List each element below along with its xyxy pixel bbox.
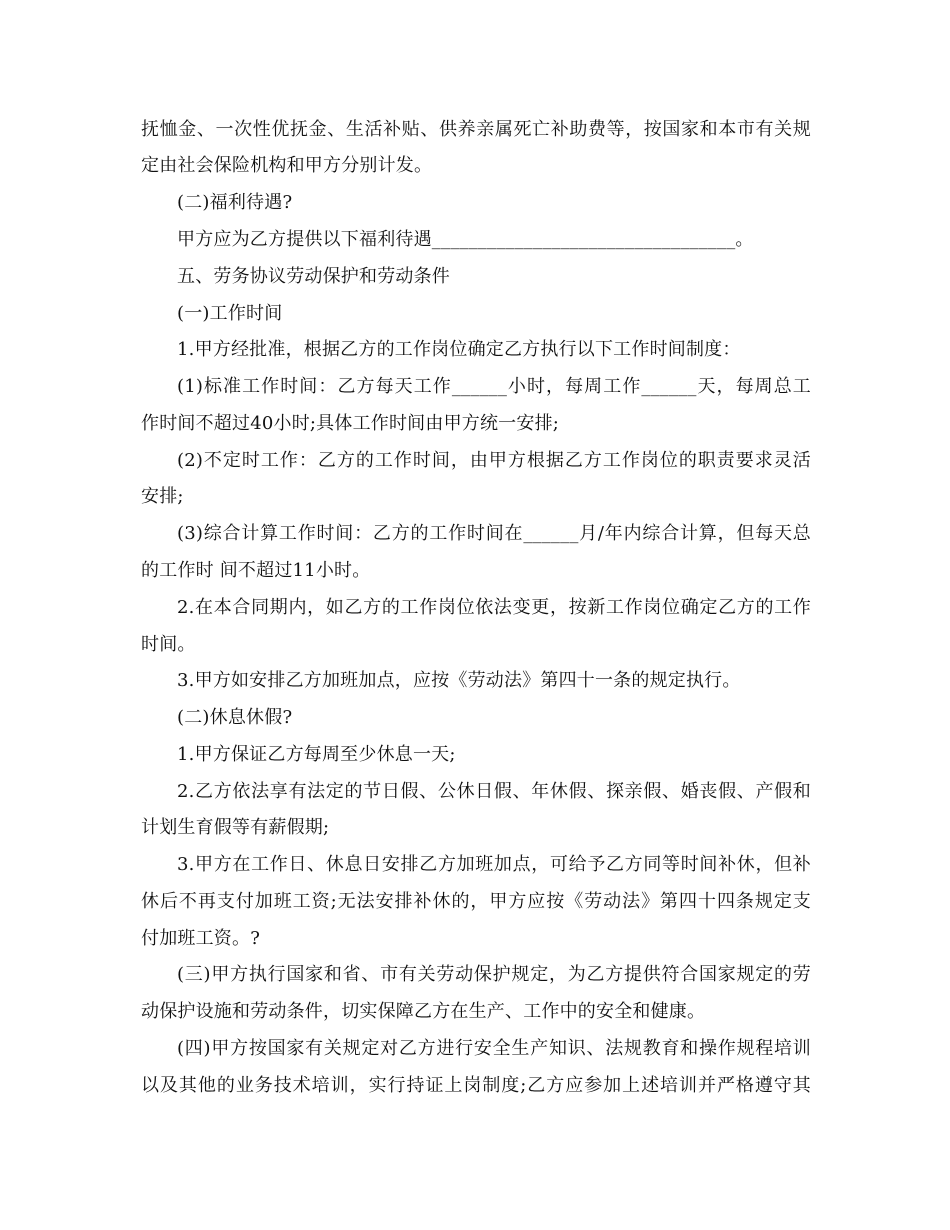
text-line: 甲方应为乙方提供以下福利待遇_________________________________。 (177, 229, 754, 250)
text-line: 以及其他的业务技术培训，实行持证上岗制度;乙方应参加上述培训并严格遵守其 (141, 1075, 811, 1096)
text-line: 抚恤金、一次性优抚金、生活补贴、供养亲属死亡补助费等，按国家和本市有关规 (141, 119, 811, 140)
text-line: 计划生育假等有薪假期; (141, 817, 330, 838)
text-line: 1.甲方经批准，根据乙方的工作岗位确定乙方执行以下工作时间制度： (177, 339, 741, 360)
text-line: 付加班工资。? (141, 928, 261, 949)
text-line: 作时间不超过40小时;具体工作时间由甲方统一安排; (141, 413, 560, 434)
section-heading: (二)福利待遇? (177, 192, 293, 213)
text-line: 1.甲方保证乙方每周至少休息一天; (177, 744, 456, 765)
text-line: (四)甲方按国家有关规定对乙方进行安全生产知识、法规教育和操作规程培训 (177, 1038, 811, 1059)
text-line: 休后不再支付加班工资;无法安排补休的，甲方应按《劳动法》第四十四条规定支 (141, 891, 811, 912)
section-heading: (二)休息休假? (177, 707, 293, 728)
text-line: 2.乙方依法享有法定的节日假、公休日假、年休假、探亲假、婚丧假、产假和 (177, 781, 811, 802)
text-line: 动保护设施和劳动条件，切实保障乙方在生产、工作中的安全和健康。 (141, 1001, 706, 1022)
text-line: 3.甲方如安排乙方加班加点，应按《劳动法》第四十一条的规定执行。 (177, 670, 741, 691)
text-line: 2.在本合同期内，如乙方的工作岗位依法变更，按新工作岗位确定乙方的工作 (177, 597, 811, 618)
text-line: (1)标准工作时间：乙方每天工作______小时，每周工作______天，每周总工 (177, 376, 811, 397)
text-line: (3)综合计算工作时间：乙方的工作时间在______月/年内综合计算，但每天总 (177, 523, 811, 544)
text-line: 定由社会保险机构和甲方分别计发。 (141, 155, 433, 176)
section-heading: (一)工作时间 (177, 303, 283, 324)
text-line: (2)不定时工作：乙方的工作时间，由甲方根据乙方工作岗位的职责要求灵活 (177, 450, 811, 471)
section-heading: 五、劳务协议劳动保护和劳动条件 (177, 266, 450, 287)
text-line: 安排; (141, 486, 184, 507)
text-line: 3.甲方在工作日、休息日安排乙方加班加点，可给予乙方同等时间补休，但补 (177, 854, 811, 875)
text-line: 时间。 (141, 634, 196, 655)
text-line: 的工作时 间不超过11小时。 (141, 560, 371, 581)
text-line: (三)甲方执行国家和省、市有关劳动保护规定，为乙方提供符合国家规定的劳 (177, 964, 811, 985)
